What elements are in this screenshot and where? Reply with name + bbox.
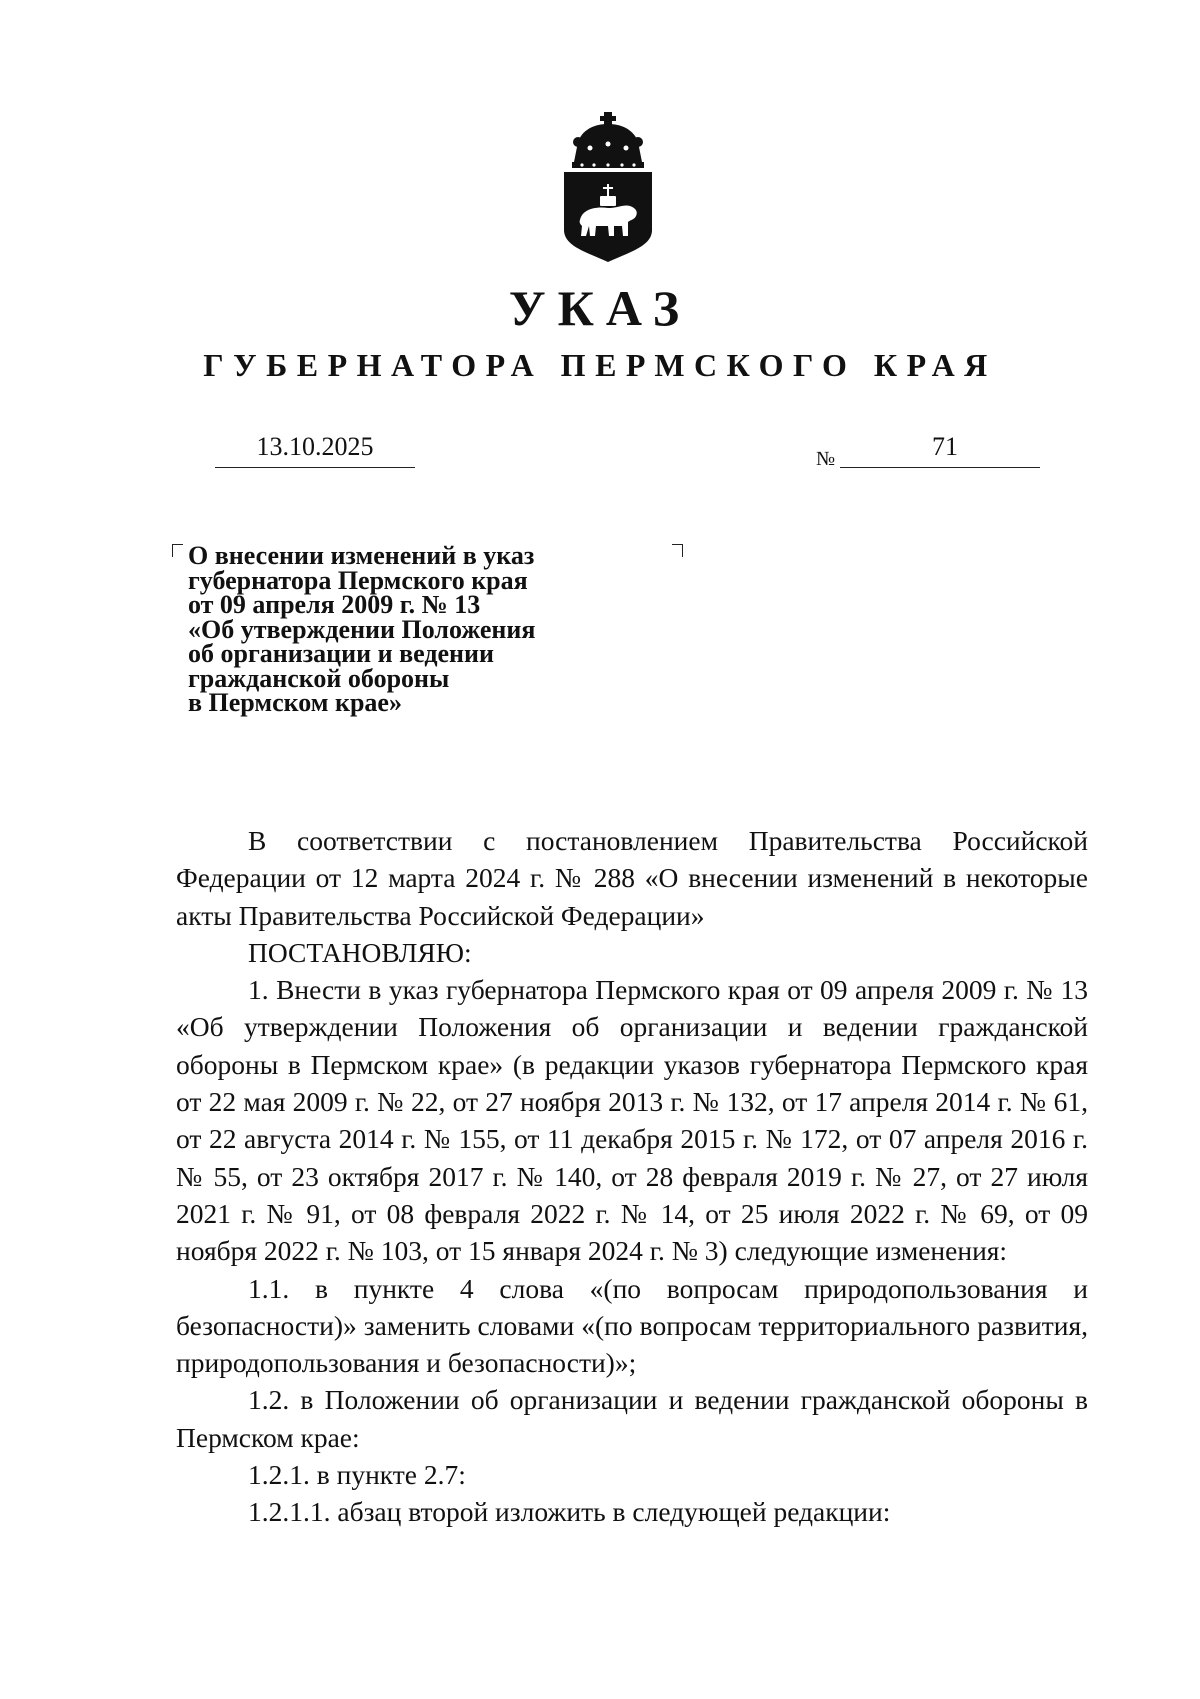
- number-sign: №: [816, 448, 836, 470]
- number-underline: [840, 467, 1040, 468]
- document-subject: [188, 541, 658, 717]
- body-paragraph: В соответствии с постановлением Правительства Российской Федерации от 12 марта 2024 г. № 288 «О внесении изменений в некоторые акты Правительства Российской Федерации»: [176, 825, 1088, 931]
- body-paragraph: 1. Внести в указ губернатора Пермского края от 09 апреля 2009 г. № 13 «Об утверждении Положения об организации и ведении гражданской обороны в Пермском крае» (в редакции указов губернатора Пермского края от 22 мая 2009 г. № 22, от 27 ноября 2013 г. № 132, от 17 апреля 2014 г. № 61, от 22 августа 2014 г. № 155, от 11 декабря 2015 г. № 172, от 07 апреля 2016 г. № 55, от 23 октября 2017 г. № 140, от 28 февраля 2019 г. № 27, от 27 июля 2021 г. № 91, от 08 февраля 2022 г. № 14, от 25 июля 2022 г. № 69, от 09 ноября 2022 г. № 103, от 15 января 2024 г. № 3) следующие изменения:: [176, 974, 1088, 1267]
- subject-line: «Об утверждении Положения: [188, 614, 536, 644]
- subject-line: О внесении изменений в указ: [188, 541, 535, 570]
- document-subtitle: ГУБЕРНАТОРА ПЕРМСКОГО КРАЯ: [203, 347, 997, 383]
- body-paragraph: 1.2. в Положении об организации и ведении гражданской обороны в Пермском крае:: [176, 1384, 1088, 1453]
- document-title: УКАЗ: [508, 280, 692, 336]
- document-number: 71: [932, 432, 958, 461]
- subject-corner-left: [172, 544, 183, 557]
- subject-line: от 09 апреля 2009 г. № 13: [188, 590, 481, 619]
- body-paragraph: 1.2.1.1. абзац второй изложить в следующей редакции:: [248, 1496, 891, 1528]
- subject-corner-right: [672, 544, 683, 557]
- document-date: 13.10.2025: [256, 432, 374, 461]
- subject-line: в Пермском крае»: [188, 688, 402, 717]
- date-underline: [215, 467, 415, 468]
- body-paragraph: 1.2.1. в пункте 2.7:: [248, 1459, 466, 1491]
- perm-krai-coat-of-arms-icon: [560, 112, 656, 262]
- subject-line: губернатора Пермского края: [188, 565, 528, 595]
- subject-line: об организации и ведении: [188, 639, 494, 668]
- resolution-heading: ПОСТАНОВЛЯЮ:: [248, 936, 472, 968]
- body-paragraph: 1.1. в пункте 4 слова «(по вопросам природопользования и безопасности)» заменить словами «(по вопросам территориального развития, природопользования и безопасности)»;: [176, 1272, 1088, 1379]
- subject-line: гражданской обороны: [188, 663, 450, 693]
- document-body: [176, 822, 1088, 1531]
